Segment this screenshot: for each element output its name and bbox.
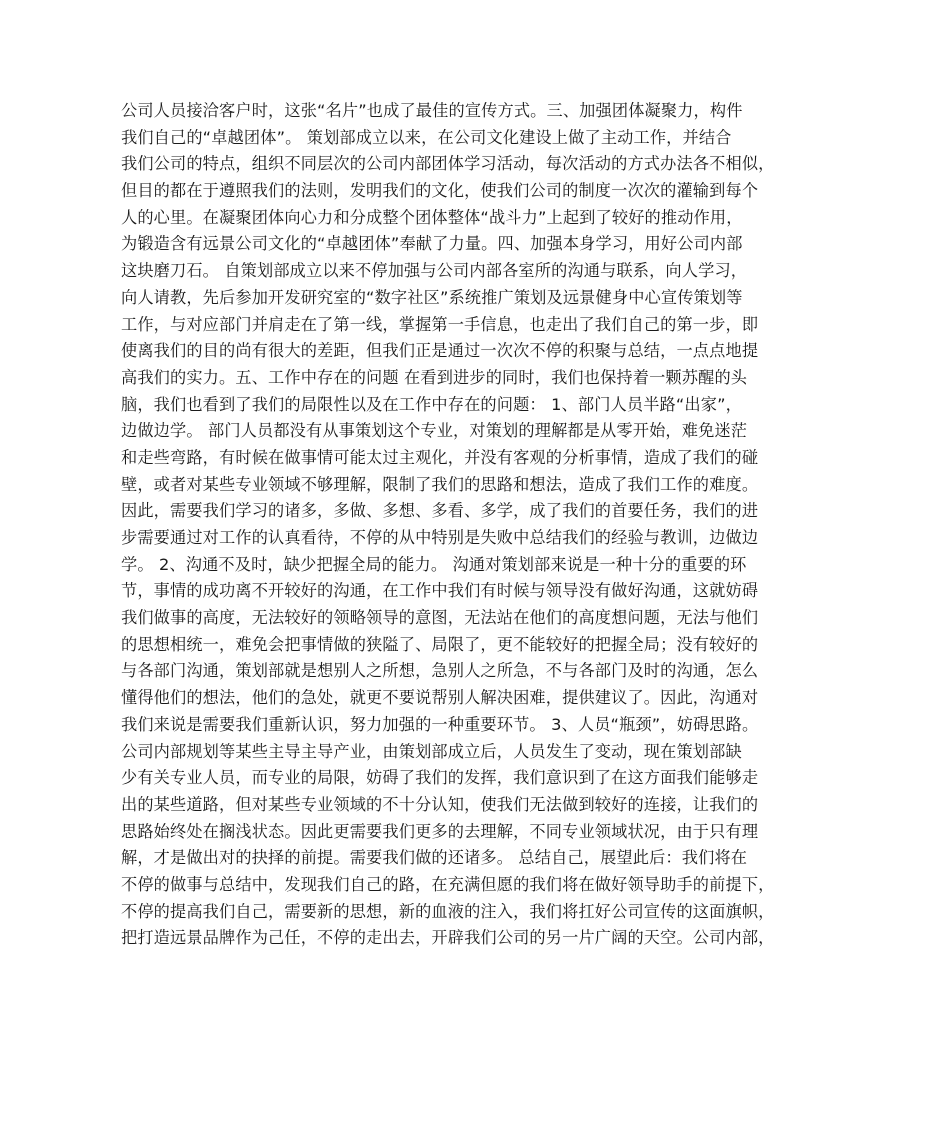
text-line: 壁，或者对某些专业领域不够理解，限制了我们的思路和想法，造成了我们工作的难度。 — [121, 474, 759, 494]
text-line: 高我们的实力。五、工作中存在的问题 在看到进步的同时，我们也保持着一颗苏醒的头 — [121, 367, 748, 387]
text-line: 脑，我们也看到了我们的局限性以及在工作中存在的问题： 1、部门人员半路“出家”， — [121, 394, 742, 414]
text-line: 学。 2、沟通不及时，缺少把握全局的能力。 沟通对策划部来说是一种十分的重要的环 — [121, 554, 747, 574]
text-line: 我们公司的特点，组织不同层次的公司内部团体学习活动，每次活动的方式办法各不相似， — [121, 154, 775, 174]
text-line: 我们自己的“卓越团体”。 策划部成立以来，在公司文化建设上做了主动工作，并结合 — [121, 127, 732, 147]
text-line: 解，才是做出对的抉择的前提。需要我们做的还诸多。 总结自己，展望此后：我们将在 — [121, 848, 748, 868]
text-line: 不停的提高我们自己，需要新的思想，新的血液的注入，我们将扛好公司宣传的这面旗帜， — [121, 901, 775, 921]
text-line: 公司人员接洽客户时，这张“名片”也成了最佳的宣传方式。三、加强团体凝聚力，构件 — [121, 101, 743, 120]
document-body — [121, 98, 841, 952]
text-line: 少有关专业人员，而专业的局限，妨碍了我们的发挥，我们意识到了在这方面我们能够走 — [121, 768, 759, 788]
text-line: 把打造远景品牌作为己任，不停的走出去，开辟我们公司的另一片广阔的天空。公司内部， — [121, 928, 775, 948]
text-line: 因此，需要我们学习的诸多，多做、多想、多看、多学，成了我们的首要任务，我们的进 — [121, 501, 759, 521]
text-line: 步需要通过对工作的认真看待，不停的从中特别是失败中总结我们的经验与教训，边做边 — [121, 528, 759, 547]
text-line: 人的心里。在凝聚团体向心力和分成整个团体整体“战斗力”上起到了较好的推动作用， — [121, 207, 743, 227]
text-line: 出的某些道路，但对某些专业领域的不十分认知，使我们无法做到较好的连接，让我们的 — [121, 794, 759, 814]
text-line: 的思想相统一，难免会把事情做的狭隘了、局限了，更不能较好的把握全局；没有较好的 — [121, 634, 759, 654]
text-line: 使离我们的目的尚有很大的差距，但我们正是通过一次次不停的积聚与总结，一点点地提 — [121, 341, 759, 361]
text-line: 向人请教，先后参加开发研究室的“数字社区”系统推广策划及远景健身中心宣传策划等 — [121, 287, 743, 307]
text-line: 工作，与对应部门并肩走在了第一线，掌握第一手信息，也走出了我们自己的第一步，即 — [121, 314, 759, 334]
text-line: 与各部门沟通，策划部就是想别人之所想，急别人之所急，不与各部门及时的沟通，怎么 — [121, 661, 759, 681]
text-line: 为锻造含有远景公司文化的“卓越团体”奉献了力量。四、加强本身学习，用好公司内部 — [121, 234, 743, 254]
text-line: 不停的做事与总结中，发现我们自己的路，在充满但愿的我们将在做好领导助手的前提下， — [121, 874, 775, 894]
text-line: 但目的都在于遵照我们的法则，发明我们的文化，使我们公司的制度一次次的灌输到每个 — [121, 181, 759, 201]
text-line: 这块磨刀石。 自策划部成立以来不停加强与公司内部各室所的沟通与联系，向人学习， — [121, 261, 748, 281]
text-line: 我们来说是需要我们重新认识，努力加强的一种重要环节。 3、人员“瓶颈”，妨碍思路。 — [121, 714, 759, 734]
text-line: 懂得他们的想法，他们的急处，就更不要说帮别人解决困难，提供建议了。因此，沟通对 — [121, 688, 759, 708]
text-line: 边做边学。 部门人员都没有从事策划这个专业，对策划的理解都是从零开始，难免迷茫 — [121, 421, 748, 441]
text-line: 和走些弯路，有时候在做事情可能太过主观化，并没有客观的分析事情，造成了我们的碰 — [121, 447, 759, 467]
text-line: 我们做事的高度，无法较好的领略领导的意图，无法站在他们的高度想问题，无法与他们 — [121, 608, 759, 628]
text-line: 思路始终处在搁浅状态。因此更需要我们更多的去理解，不同专业领域状况，由于只有理 — [121, 821, 759, 841]
text-line: 公司内部规划等某些主导主导产业，由策划部成立后，人员发生了变动，现在策划部缺 — [121, 741, 742, 761]
text-line: 节，事情的成功离不开较好的沟通，在工作中我们有时候与领导没有做好沟通，这就妨碍 — [121, 581, 759, 601]
